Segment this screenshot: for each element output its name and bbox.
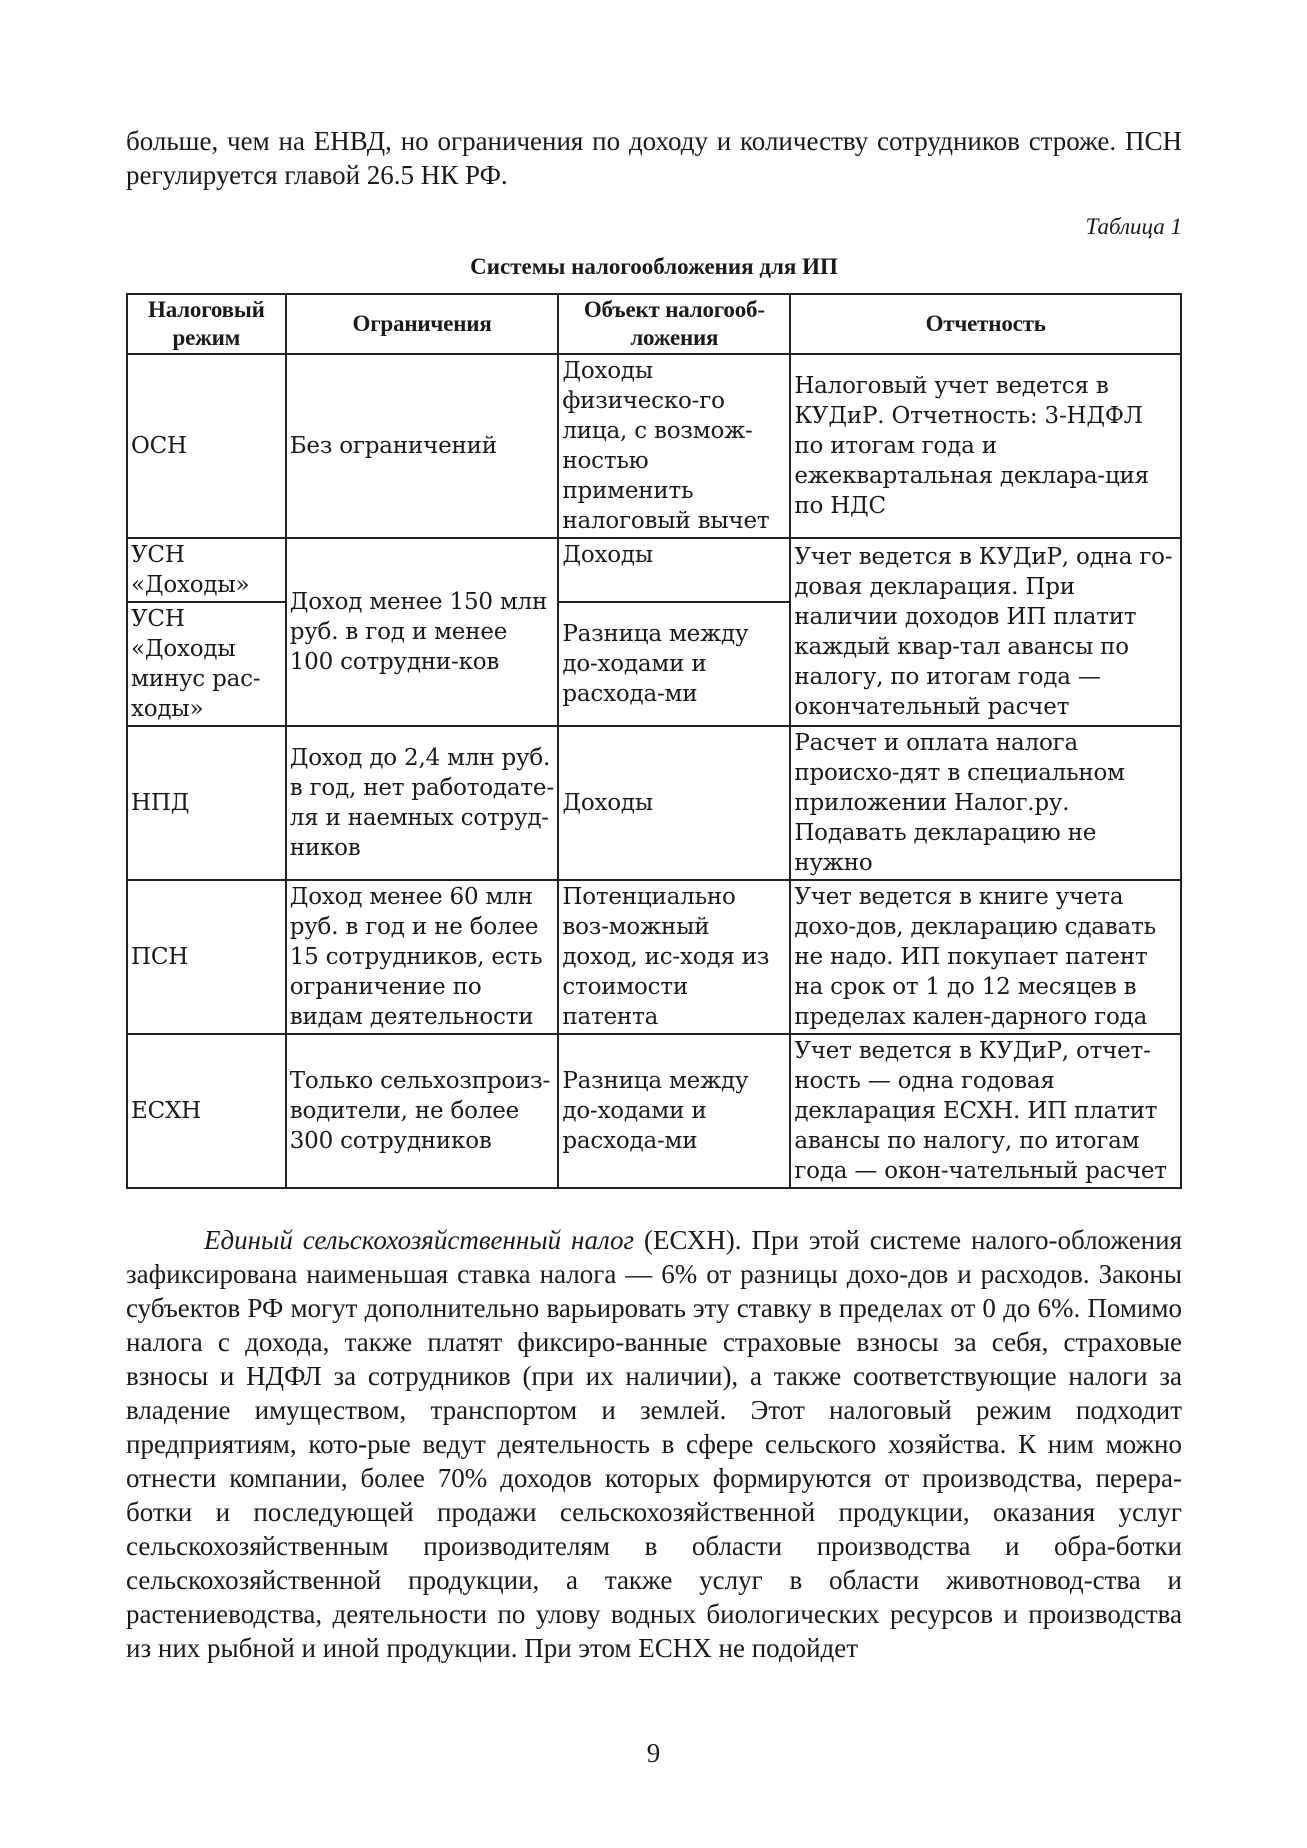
header-object: Объект налогооб-ложения [558,294,790,354]
psn-object: Потенциально воз-можный доход, ис-ходя из стоимости патента [558,880,790,1034]
eshn-paragraph [126,1223,1182,1665]
table-header-row [127,294,1181,354]
header-regime: Налоговый режим [127,294,286,354]
table-row-psn [127,880,1181,1034]
usn-income-regime: УСН «Доходы» [127,538,286,602]
npd-limits: Доход до 2,4 млн руб. в год, нет работодате-ля и наемных сотруд-ников [286,726,559,880]
psn-limits: Доход менее 60 млн руб. в год и не более 15 сотрудников, есть ограничение по видам деятельности [286,880,559,1034]
page-number: 9 [646,1738,661,1768]
eshn-reporting: Учет ведется в КУДиР, отчет-ность — одна годовая декларация ЕСХН. ИП платит авансы по налогу, по итогам года — окон-чательный расчет [790,1034,1181,1188]
psn-reporting: Учет ведется в книге учета дохо-дов, декларацию сдавать не надо. ИП покупает патент на срок от 1 до 12 месяцев в пределах кален-дарного года [790,880,1181,1034]
table-number: Таблица 1 [1085,214,1182,239]
intro-paragraph: больше, чем на ЕНВД, но ограничения по доходу и количеству сотрудников строже. ПСН регулируется главой 26.5 НК РФ. [126,126,1182,190]
table-row-eshn [127,1034,1181,1188]
npd-regime: НПД [127,726,286,880]
usn-income-object: Доходы [558,538,790,602]
tax-systems-table [126,293,1182,1189]
eshn-term: Единый сельскохозяйственный налог [204,1225,635,1255]
eshn-regime: ЕСХН [127,1034,286,1188]
usn-reporting: Учет ведется в КУДиР, одна го-довая декларация. При наличии доходов ИП платит каждый квар-тал авансы по налогу, по итогам года — окончательный расчет [790,538,1181,726]
eshn-text: (ЕСХН). При этой системе налого-обложения зафиксирована наименьшая ставка налога — 6% от разницы дохо-дов и расходов. Законы субъектов РФ могут дополнительно варьировать эту ставку в пределах от 0 до 6%. Помимо налога с дохода, также платят фиксиро-ванные страховые взносы за себя, страховые взносы и НДФЛ за сотрудников (при их наличии), а также соответствующие налоги за владение имуществом, транспортом и землей. Этот налоговый режим подходит предприятиям, кото-рые ведут деятельность в сфере сельского хозяйства. К ним можно отнести компании, более 70% доходов которых формируются от производства, перера-ботки и последующей продажи сельскохозяйственной продукции, оказания услуг сельскохозяйственным производителям в области производства и обра-ботки сельскохозяйственной продукции, а также услуг в области животновод-ства и растениеводства, деятельности по улову водных биологических ресурсов и производства из них рыбной и иной продукции. При этом ЕСНХ не подойдет [126,1225,1182,1663]
header-limits: Ограничения [286,294,559,354]
table-row-npd [127,726,1181,880]
osn-limits: Без ограничений [286,354,559,538]
table-title: Системы налогообложения для ИП [470,254,838,279]
psn-regime: ПСН [127,880,286,1034]
npd-reporting: Расчет и оплата налога происхо-дят в специальном приложении Налог.ру. Подавать декларацию не нужно [790,726,1181,880]
eshn-object: Разница между до-ходами и расхода-ми [558,1034,790,1188]
usn-income-minus-object: Разница между до-ходами и расхода-ми [558,602,790,726]
npd-object: Доходы [558,726,790,880]
usn-limits: Доход менее 150 млн руб. в год и менее 100 сотрудни-ков [286,538,559,726]
osn-reporting: Налоговый учет ведется в КУДиР. Отчетность: 3-НДФЛ по итогам года и ежеквартальная деклара-ция по НДС [790,354,1181,538]
osn-object: Доходы физическо-го лица, с возмож-ностью применить налоговый вычет [558,354,790,538]
usn-income-minus-regime: УСН «Доходы минус рас-ходы» [127,602,286,726]
table-row-osn [127,354,1181,538]
table-row-usn-income [127,538,1181,602]
osn-regime: ОСН [127,354,286,538]
eshn-limits: Только сельхозпроиз-водители, не более 300 сотрудников [286,1034,559,1188]
header-reporting: Отчетность [790,294,1181,354]
page-content [126,124,1182,1665]
